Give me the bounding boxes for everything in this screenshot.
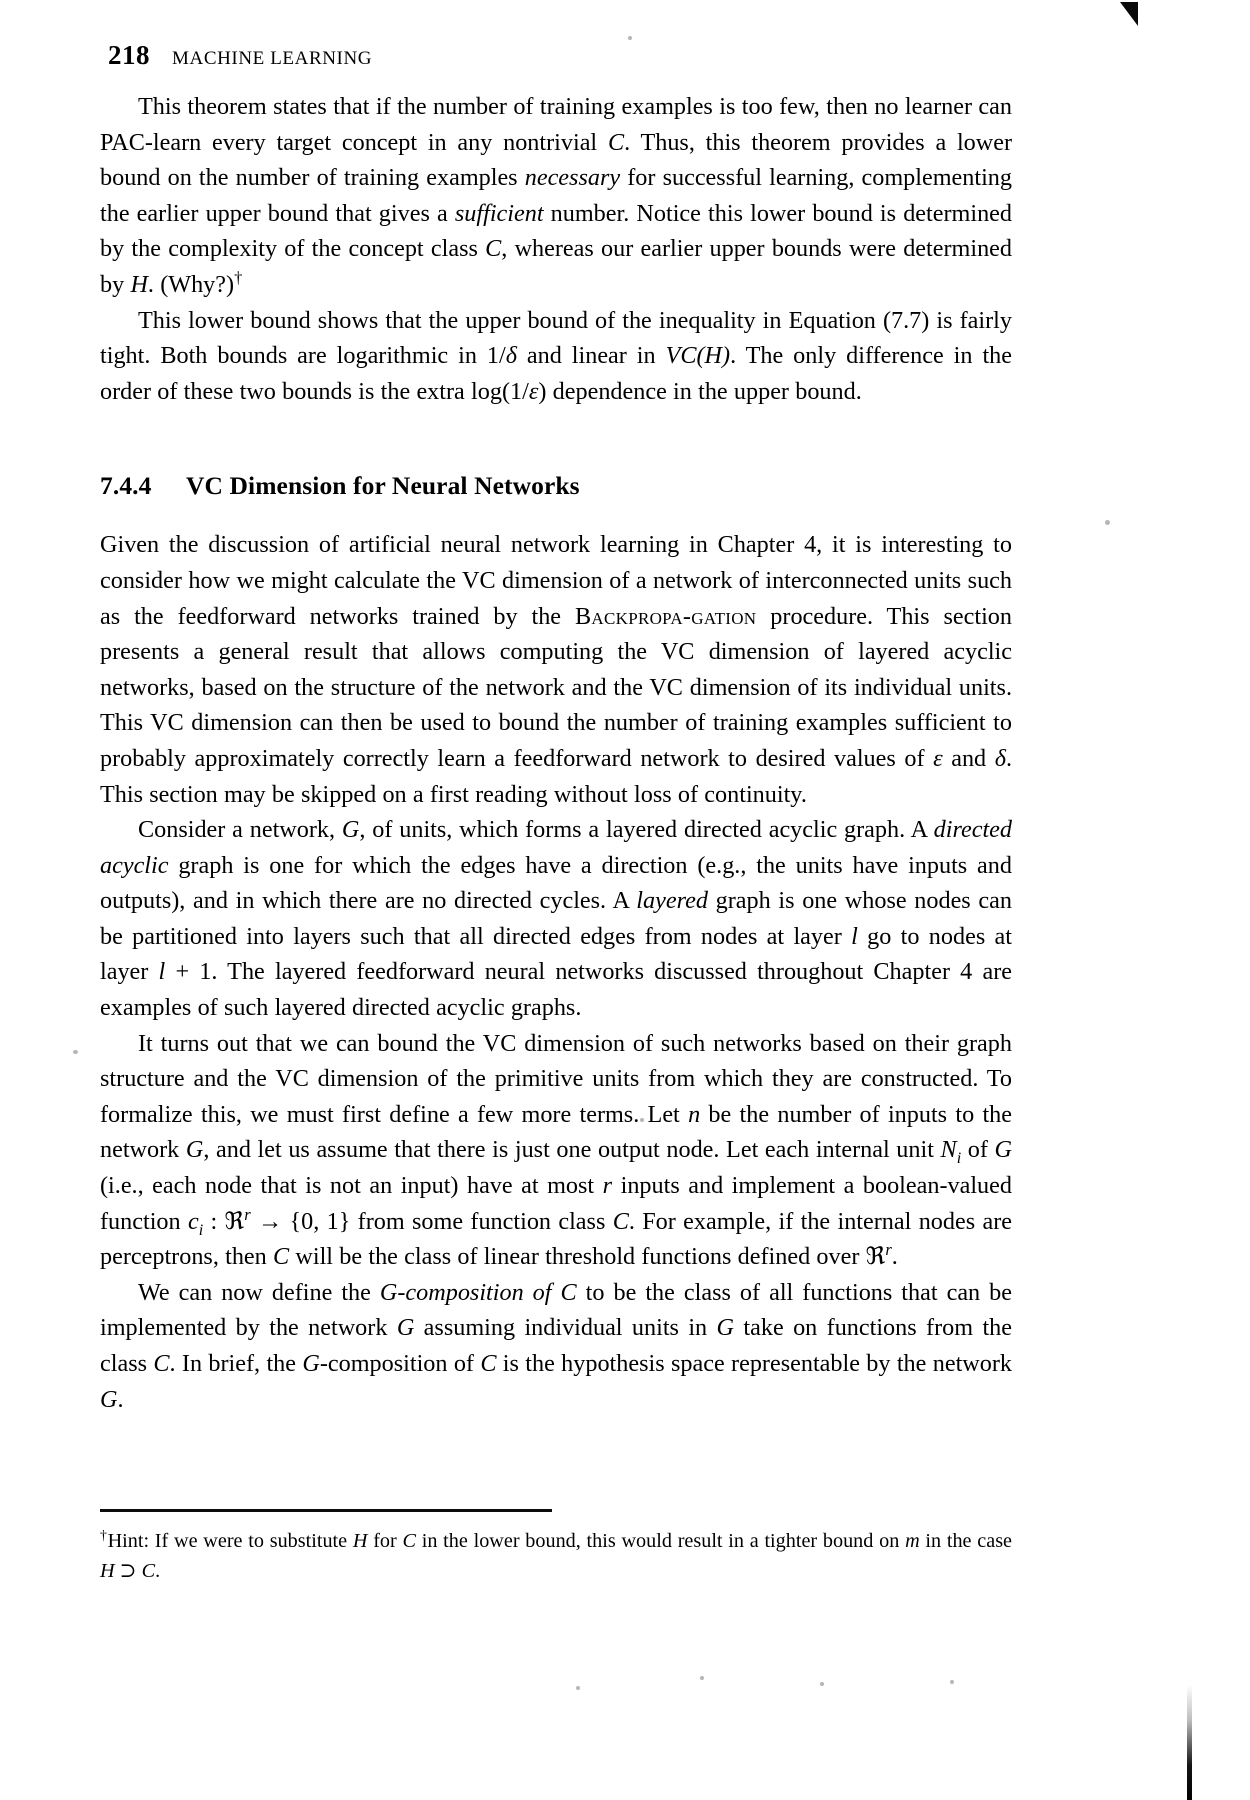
text-run: : bbox=[203, 1207, 225, 1235]
footnote-marker-dagger: † bbox=[100, 1527, 108, 1543]
text-run: (i.e., each node that is not an input) have at most bbox=[100, 1172, 603, 1200]
math-symbol-c: c bbox=[187, 1207, 199, 1235]
text-run: , of units, which forms a layered directed acyclic graph. A bbox=[359, 816, 934, 844]
book-title: MACHINE LEARNING bbox=[172, 48, 373, 69]
math-symbol-H: H bbox=[100, 1560, 115, 1583]
smallcaps-backpropagation-part2: gation bbox=[691, 602, 757, 630]
emphasis-directed-acyclic: directed acyclic bbox=[100, 816, 1012, 879]
footnote-separator-rule bbox=[100, 1509, 552, 1512]
emphasis-layered: layered bbox=[636, 887, 708, 915]
math-symbol-G: G bbox=[302, 1350, 320, 1377]
math-symbol-C: C bbox=[273, 1243, 290, 1271]
math-symbol-C: C bbox=[607, 128, 625, 156]
math-symbol-fraktur-r: ℜ bbox=[224, 1206, 245, 1235]
math-superscript-r: r bbox=[885, 1240, 892, 1260]
paragraph-1 bbox=[100, 89, 1012, 303]
text-run: is the hypothesis space representable by the network bbox=[496, 1350, 1012, 1377]
text-run: This lower bound shows that the upper bound of the inequality in Equation (7.7) is fairly tight. Both bounds are logarithmic in 1/ bbox=[100, 306, 1012, 370]
text-run: . The only difference in the order of these two bounds is the extra log(1/ bbox=[100, 342, 1012, 405]
page-content bbox=[100, 0, 1012, 1586]
text-run: -composition of bbox=[319, 1350, 481, 1377]
text-run: + 1. The layered feedforward neural networks discussed throughout Chapter 4 are examples of such layered directed acyclic graphs. bbox=[100, 958, 1012, 1022]
math-symbol-C: C bbox=[153, 1350, 170, 1377]
math-symbol-epsilon: ε bbox=[933, 744, 943, 772]
math-subscript-i: i bbox=[198, 1221, 204, 1239]
text-run: . bbox=[891, 1243, 898, 1271]
text-run: will be the class of linear threshold functions defined over bbox=[289, 1243, 866, 1271]
math-symbol-n: n bbox=[688, 1100, 701, 1128]
text-run: and linear in bbox=[516, 342, 666, 370]
text-run: This theorem states that if the number of training examples is too few, then no learner can PAC-learn every target concept in any nontrivial bbox=[100, 93, 1012, 156]
paragraph-3 bbox=[100, 527, 1012, 812]
paragraph-5 bbox=[100, 1026, 1012, 1275]
text-run: assuming individual units in bbox=[414, 1314, 717, 1342]
math-symbol-G: G bbox=[716, 1314, 735, 1342]
text-run: for successful learning, complementing the earlier upper bound that gives a bbox=[100, 164, 1012, 227]
text-run: for bbox=[367, 1530, 403, 1553]
text-run: , and let us assume that there is just one output node. Let each internal unit bbox=[203, 1136, 941, 1164]
text-run: , whereas our earlier upper bounds were determined by bbox=[100, 235, 1012, 298]
text-run: . bbox=[155, 1560, 161, 1583]
math-expression-vc-h: VC(H) bbox=[665, 342, 731, 370]
text-run: inputs and implement a boolean-valued function bbox=[100, 1172, 1012, 1235]
smallcaps-backpropagation-part1: Backpropa- bbox=[574, 602, 692, 630]
text-run: . Thus, this theorem provides a lower bound on the number of training examples bbox=[100, 128, 1013, 192]
text-run: of bbox=[961, 1136, 995, 1164]
math-symbol-G: G bbox=[994, 1136, 1012, 1164]
math-symbol-l: l bbox=[158, 958, 166, 986]
math-symbol-delta: δ bbox=[505, 342, 517, 370]
math-symbol-C: C bbox=[402, 1530, 416, 1553]
math-symbol-C: C bbox=[141, 1560, 156, 1583]
scan-speck bbox=[1105, 520, 1110, 525]
math-operator-superset: ⊃ bbox=[114, 1560, 142, 1583]
scan-edge-artifact bbox=[1187, 1685, 1192, 1800]
footnote-text bbox=[100, 1526, 1012, 1586]
text-run: Consider a network, bbox=[138, 816, 342, 844]
text-run: We can now define the bbox=[138, 1278, 380, 1306]
math-subscript-i: i bbox=[956, 1150, 962, 1168]
scan-corner-mark bbox=[1120, 2, 1138, 26]
math-symbol-G: G bbox=[396, 1314, 415, 1342]
section-heading bbox=[100, 471, 1012, 501]
scan-speck bbox=[73, 1050, 78, 1054]
text-run: go to nodes at layer bbox=[100, 922, 1013, 986]
emphasis-necessary: necessary bbox=[524, 164, 621, 192]
section-number: 7.4.4 bbox=[100, 471, 152, 501]
paragraph-4 bbox=[100, 812, 1012, 1026]
text-run: . This section may be skipped on a first reading without loss of continuity. bbox=[100, 744, 1012, 808]
emphasis-g-composition: G-composition of C bbox=[379, 1278, 577, 1306]
text-run: in the lower bound, this would result in a tighter bound on bbox=[415, 1530, 906, 1553]
text-run: number. Notice this lower bound is determined by the complexity of the concept class bbox=[100, 199, 1012, 263]
text-run: graph is one whose nodes can be partitioned into layers such that all directed edges from nodes at layer bbox=[100, 887, 1012, 950]
text-run: . In brief, the bbox=[169, 1350, 303, 1377]
text-run: It turns out that we can bound the VC dimension of such networks based on their graph structure and the VC dimension of the primitive units from which they are constructed. To formalize this, we must first define a few more terms. Let bbox=[100, 1029, 1012, 1128]
math-symbol-C: C bbox=[480, 1350, 497, 1377]
math-symbol-epsilon: ε bbox=[528, 377, 539, 405]
footnote-area bbox=[100, 1509, 1012, 1586]
text-run: graph is one for which the edges have a direction (e.g., the units have inputs and outputs), and in which there are no directed cycles. A bbox=[100, 851, 1012, 915]
math-symbol-G: G bbox=[185, 1136, 204, 1164]
section-heading-line bbox=[100, 471, 1012, 501]
paragraph-6 bbox=[100, 1275, 1012, 1417]
text-run: . bbox=[117, 1385, 124, 1413]
math-symbol-r: r bbox=[602, 1172, 613, 1200]
text-run: Given the discussion of artificial neural network learning in Chapter 4, it is interesting to consider how we might calculate the VC dimension of a network of interconnected units such as the feedforward networks trained by the bbox=[100, 531, 1012, 630]
text-run: → {0, 1} from some function class bbox=[250, 1207, 613, 1235]
math-symbol-H: H bbox=[352, 1530, 368, 1553]
section-title: VC Dimension for Neural Networks bbox=[186, 471, 580, 501]
scan-speck bbox=[820, 1682, 824, 1686]
math-symbol-fraktur-r: ℜ bbox=[865, 1242, 886, 1271]
math-symbol-delta: δ bbox=[994, 744, 1006, 772]
text-run: and bbox=[942, 744, 995, 772]
scan-speck bbox=[576, 1686, 580, 1690]
math-symbol-m: m bbox=[905, 1530, 920, 1553]
footnote-marker-dagger: † bbox=[234, 267, 243, 287]
text-run: be the number of inputs to the network bbox=[100, 1100, 1013, 1164]
scan-speck bbox=[700, 1676, 704, 1680]
page-number: 218 bbox=[108, 40, 150, 70]
math-symbol-l: l bbox=[851, 922, 858, 950]
text-run: ) dependence in the upper bound. bbox=[538, 377, 862, 405]
text-run: to be the class of all functions that can be implemented by the network bbox=[100, 1278, 1012, 1342]
paragraph-2 bbox=[100, 303, 1012, 410]
emphasis-sufficient: sufficient bbox=[454, 199, 544, 227]
text-run: take on functions from the class bbox=[100, 1314, 1012, 1377]
math-symbol-C: C bbox=[485, 235, 502, 263]
scan-speck bbox=[950, 1680, 954, 1684]
math-symbol-G: G bbox=[100, 1385, 118, 1413]
math-symbol-G: G bbox=[341, 816, 360, 844]
text-run: procedure. This section presents a general result that allows computing the VC dimension of layered acyclic networks, based on the structure of the network and the VC dimension of its individual units. This VC dimension can then be used to bound the number of training examples sufficient to probably approximately correctly learn a feedforward network to desired values of bbox=[100, 602, 1012, 772]
text-run: in the case bbox=[919, 1530, 1013, 1553]
math-symbol-N: N bbox=[940, 1136, 957, 1164]
math-symbol-H: H bbox=[130, 270, 148, 298]
math-symbol-C: C bbox=[612, 1207, 629, 1235]
text-run: . For example, if the internal nodes are perceptrons, then bbox=[100, 1207, 1012, 1271]
math-superscript-r: r bbox=[244, 1204, 251, 1224]
text-run: . (Why?) bbox=[147, 270, 235, 298]
text-run: Hint: If we were to substitute bbox=[107, 1530, 353, 1553]
running-head bbox=[108, 40, 1012, 71]
